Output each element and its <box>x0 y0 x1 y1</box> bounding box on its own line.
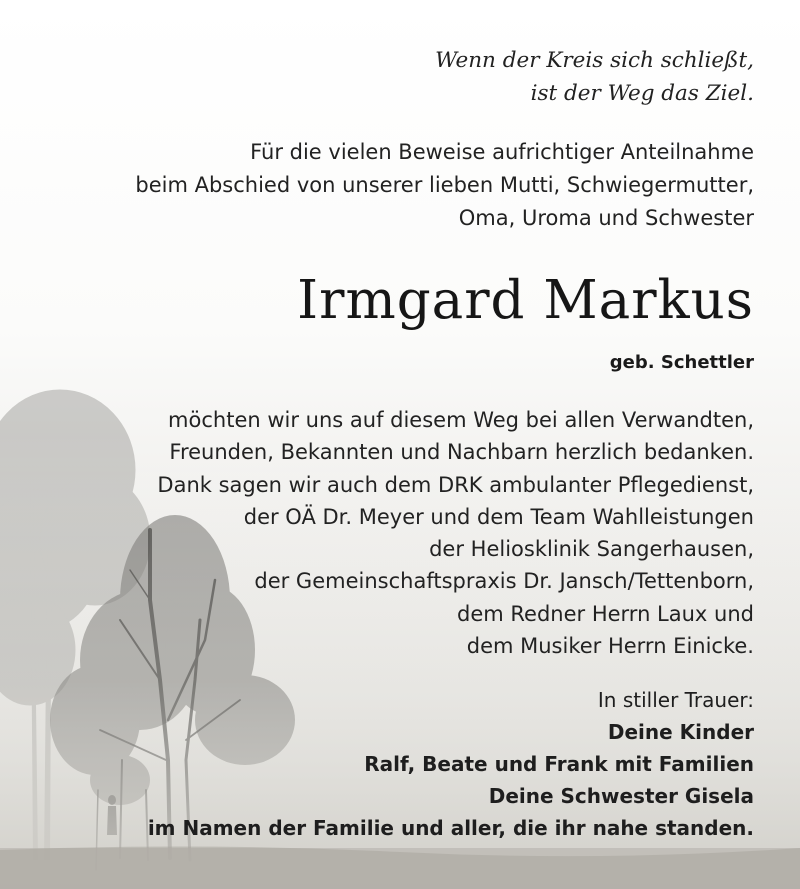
mourner-line: Deine Kinder <box>607 720 754 744</box>
thanks-line: der OÄ Dr. Meyer und dem Team Wahlleistungen <box>243 504 754 529</box>
thanks-line: der Gemeinschaftspraxis Dr. Jansch/Tettenborn, <box>254 569 754 594</box>
mourner-line: im Namen der Familie und aller, die ihr nahe standen. <box>147 816 754 840</box>
thanks-line: möchten wir uns auf diesem Weg bei allen Verwandten, <box>168 408 754 432</box>
thanks-line: Dank sagen wir auch dem DRK ambulanter Pflegedienst, <box>157 472 754 497</box>
mourning-signature <box>148 684 754 844</box>
mourner-line: Ralf, Beate und Frank mit Familien <box>364 752 754 776</box>
mourner-line: Deine Schwester Gisela <box>488 784 754 808</box>
mourning-intro: In stiller Trauer: <box>597 688 754 712</box>
thanks-line: Freunden, Bekannten und Nachbarn herzlich bedanken. <box>169 440 754 465</box>
motto-line: Wenn der Kreis sich schließt, <box>435 48 754 73</box>
deceased-name: Irmgard Markus <box>297 270 754 331</box>
birth-name: geb. Schettler <box>609 352 754 373</box>
thanks-line: dem Redner Herrn Laux und <box>457 601 754 626</box>
thanks-line: der Heliosklinik Sangerhausen, <box>429 537 754 562</box>
intro-line: Für die vielen Beweise aufrichtiger Anteilnahme <box>250 140 754 164</box>
thanks-line: dem Musiker Herrn Einicke. <box>466 634 754 659</box>
intro-text <box>135 136 754 235</box>
intro-line: beim Abschied von unserer lieben Mutti, Schwiegermutter, <box>135 173 754 197</box>
motto-line: ist der Weg das Ziel. <box>530 81 754 106</box>
intro-line: Oma, Uroma und Schwester <box>458 206 754 230</box>
motto <box>435 44 754 110</box>
thanks-text <box>157 404 754 662</box>
